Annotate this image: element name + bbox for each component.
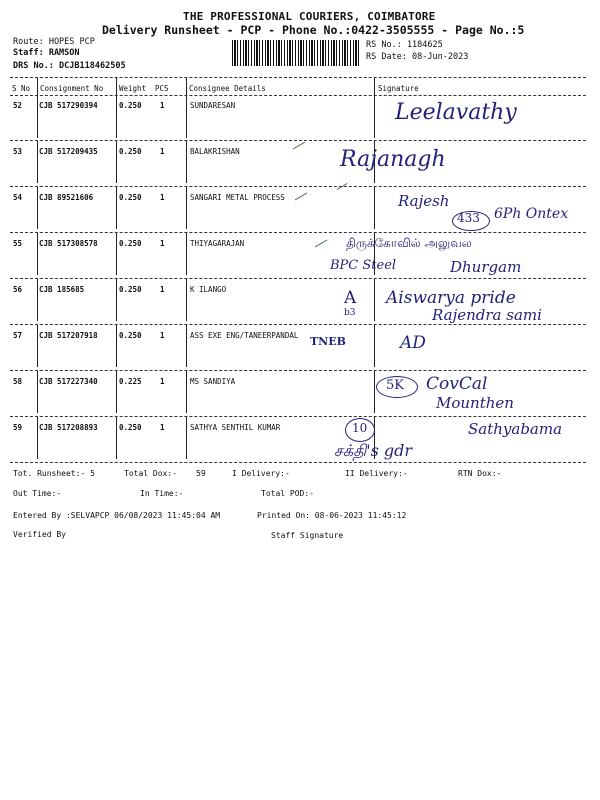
row-sno: 59 — [13, 423, 23, 432]
verified-by-label: Verified By — [13, 530, 66, 539]
row-divider — [37, 325, 38, 367]
row-consignment: CJB 185685 — [39, 285, 85, 294]
row-sno: 55 — [13, 239, 23, 248]
row-divider — [37, 96, 38, 138]
row-consignment: CJB 517208893 — [39, 423, 98, 432]
row-rule — [10, 140, 586, 141]
row-weight: 0.250 — [119, 239, 142, 248]
row-weight: 0.250 — [119, 423, 142, 432]
signature-56-mark: A — [344, 288, 357, 308]
out-time-label: Out Time:- — [13, 489, 62, 498]
row-pcs: 1 — [160, 101, 165, 110]
row-rule — [10, 324, 586, 325]
signature-57a: AD — [400, 333, 426, 353]
row-divider — [116, 96, 117, 138]
row-divider — [37, 279, 38, 321]
row-consignee: ASS EXE ENG/TANEERPANDAL — [190, 331, 299, 340]
row-sno: 58 — [13, 377, 23, 386]
runsheet-title: Delivery Runsheet - PCP - Phone No.:0422-3505555 - Page No.:5 — [102, 23, 525, 37]
total-dox-value: 59 — [196, 469, 206, 478]
col-header-pcs: PCS — [155, 84, 169, 93]
signature-59b: சக்தி's gdr — [334, 441, 413, 460]
row-divider — [374, 325, 375, 367]
total-pod-label: Total POD:- — [261, 489, 314, 498]
signature-55c: Dhurgam — [450, 258, 522, 276]
row-rule — [10, 416, 586, 417]
entered-by: Entered By :SELVAPCP 06/08/2023 11:45:04 AM — [13, 511, 221, 520]
row-sno: 52 — [13, 101, 23, 110]
row-divider — [37, 141, 38, 183]
ii-delivery-label: II Delivery:- — [345, 469, 408, 478]
row-sno: 56 — [13, 285, 23, 294]
row-pcs: 1 — [160, 331, 165, 340]
row-divider — [186, 141, 187, 183]
signature-58b: Mounthen — [436, 394, 514, 412]
row-divider — [374, 371, 375, 413]
row-divider — [374, 279, 375, 321]
row-divider — [116, 279, 117, 321]
row-pcs: 1 — [160, 239, 165, 248]
signature-58a: CovCal — [426, 374, 488, 394]
row-consignment: CJB 89521606 — [39, 193, 94, 202]
col-divider — [374, 78, 375, 96]
row-weight: 0.250 — [119, 285, 142, 294]
col-divider — [116, 78, 117, 96]
row-divider — [186, 417, 187, 459]
signature-52: Leelavathy — [395, 100, 517, 125]
col-header-consignee: Consignee Details — [189, 84, 266, 93]
in-time-label: In Time:- — [140, 489, 184, 498]
row-consignee: MS SANDIYA — [190, 377, 236, 386]
signature-58-number: 5K — [386, 378, 404, 393]
row-weight: 0.250 — [119, 331, 142, 340]
header-bottom-rule — [10, 95, 586, 96]
tick-mark — [295, 193, 308, 201]
signature-54b: 6Ph Ontex — [494, 206, 569, 222]
row-divider — [186, 96, 187, 138]
col-header-signature: Signature — [378, 84, 419, 93]
row-divider — [116, 417, 117, 459]
header-top-rule — [10, 77, 586, 78]
row-consignee: BALAKRISHAN — [190, 147, 240, 156]
col-divider — [186, 78, 187, 96]
row-consignee: SATHYA SENTHIL KUMAR — [190, 423, 281, 432]
row-rule — [10, 278, 586, 279]
signature-56b: Rajendra sami — [432, 306, 542, 324]
rtn-dox-label: RTN Dox:- — [458, 469, 502, 478]
row-weight: 0.250 — [119, 193, 142, 202]
row-divider — [186, 233, 187, 275]
row-pcs: 1 — [160, 147, 165, 156]
row-consignment: CJB 517227340 — [39, 377, 98, 386]
row-sno: 54 — [13, 193, 23, 202]
signature-54a: Rajesh — [398, 192, 450, 210]
i-delivery-label: I Delivery:- — [232, 469, 290, 478]
signature-54-number: 433 — [457, 211, 480, 225]
row-divider — [37, 187, 38, 229]
signature-59-number: 10 — [352, 421, 368, 435]
col-divider — [37, 78, 38, 96]
row-consignment: CJB 517207918 — [39, 331, 98, 340]
rs-date: RS Date: 08-Jun-2023 — [366, 52, 469, 62]
route-label: Route: HOPES PCP — [13, 37, 95, 47]
signature-56a: Aiswarya pride — [386, 288, 516, 308]
row-pcs: 1 — [160, 193, 165, 202]
row-rule — [10, 370, 586, 371]
row-divider — [186, 279, 187, 321]
row-rule — [10, 462, 586, 463]
row-consignee: SANGARI METAL PROCESS — [190, 193, 285, 202]
row-consignee: SUNDARESAN — [190, 101, 236, 110]
company-name: THE PROFESSIONAL COURIERS, COIMBATORE — [183, 10, 436, 23]
col-header-sno: S No — [12, 84, 31, 93]
row-consignee: THIYAGARAJAN — [190, 239, 245, 248]
col-header-weight: Weight — [119, 84, 147, 93]
row-pcs: 1 — [160, 377, 165, 386]
row-weight: 0.250 — [119, 101, 142, 110]
row-weight: 0.225 — [119, 377, 142, 386]
row-divider — [37, 233, 38, 275]
row-divider — [186, 187, 187, 229]
row-consignment: CJB 517308578 — [39, 239, 98, 248]
printed-on: Printed On: 08-06-2023 11:45:12 — [257, 511, 407, 520]
row-rule — [10, 186, 586, 187]
rs-number: RS No.: 1184625 — [366, 40, 443, 50]
row-pcs: 1 — [160, 285, 165, 294]
total-runsheet: Tot. Runsheet:- 5 — [13, 469, 95, 478]
row-divider — [116, 233, 117, 275]
row-sno: 57 — [13, 331, 23, 340]
tick-mark — [293, 142, 306, 150]
row-divider — [116, 141, 117, 183]
signature-59a: Sathyabama — [468, 420, 563, 438]
total-dox-label: Total Dox:- — [124, 469, 177, 478]
signature-56-mark-sub: b3 — [344, 308, 356, 318]
row-divider — [37, 371, 38, 413]
row-divider — [186, 371, 187, 413]
col-header-consignment: Consignment No — [40, 84, 104, 93]
row-divider — [374, 96, 375, 138]
row-weight: 0.250 — [119, 147, 142, 156]
signature-57-stamp: TNEB — [310, 335, 346, 348]
row-sno: 53 — [13, 147, 23, 156]
row-divider — [116, 371, 117, 413]
staff-signature-label: Staff Signature — [271, 531, 344, 540]
barcode — [232, 40, 360, 66]
row-pcs: 1 — [160, 423, 165, 432]
row-divider — [116, 187, 117, 229]
signature-55b: BPC Steel — [330, 258, 397, 273]
row-divider — [374, 187, 375, 229]
tick-mark — [315, 240, 328, 248]
staff-label: Staff: RAMSON — [13, 48, 80, 58]
row-consignee: K ILANGO — [190, 285, 227, 294]
row-divider — [186, 325, 187, 367]
row-divider — [116, 325, 117, 367]
row-rule — [10, 232, 586, 233]
row-consignment: CJB 517209435 — [39, 147, 98, 156]
signature-55a: திருக்கோவில் அலுவல — [346, 236, 472, 250]
signature-53: Rajanagh — [340, 147, 446, 172]
row-divider — [37, 417, 38, 459]
row-consignment: CJB 517290394 — [39, 101, 98, 110]
drs-number: DRS No.: DCJB118462505 — [13, 61, 126, 71]
